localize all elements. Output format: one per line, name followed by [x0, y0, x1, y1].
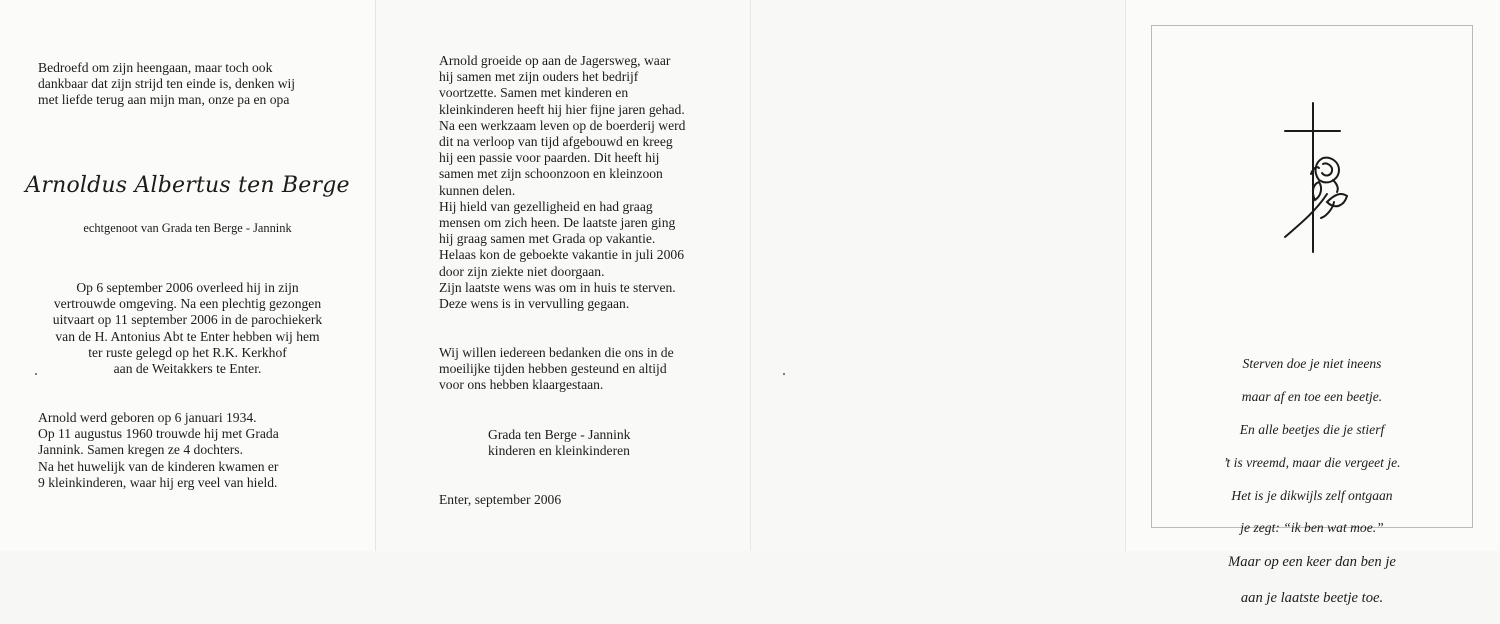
- card-panel-blank: [750, 0, 1125, 551]
- poem-line: ’t is vreemd, maar die vergeet je.: [1223, 454, 1401, 470]
- thank-you-text: Wij willen iedereen bedanken die ons in de moeilijke tijden hebben gesteund en altijd voor ons hebben klaargestaan.: [439, 345, 674, 393]
- place-date: Enter, september 2006: [439, 492, 562, 507]
- poem-line: maar af en toe een beetje.: [1241, 389, 1383, 405]
- intro-text: Bedroefd om zijn heengaan, maar toch ook dankbaar dat zijn strijd ten einde is, denken wij met liefde terug aan mijn man, onze pa en opa: [38, 60, 296, 108]
- poem-line: Sterven doe je niet ineens: [1242, 356, 1382, 372]
- poem-line: En alle beetjes die je stierf: [1239, 422, 1385, 438]
- family-signature: Grada ten Berge - Jannink kinderen en kleinkinderen: [488, 427, 631, 459]
- poem-line: aan je laatste beetje toe.: [1240, 589, 1384, 606]
- life-summary: Arnold werd geboren op 6 januari 1934. Op 11 augustus 1960 trouwde hij met Grada Jannink. Samen kregen ze 4 dochters. Na het huwelijk van de kinderen kwamen er 9 kleinkinderen, waar hij erg veel van hield.: [38, 410, 279, 490]
- poem-line: Maar op een keer dan ben je: [1228, 554, 1396, 571]
- spouse-line: echtgenoot van Grada ten Berge - Jannink: [83, 221, 292, 235]
- fold-line: [750, 0, 751, 551]
- fold-line: [1125, 0, 1126, 551]
- fold-line: [375, 0, 376, 551]
- poem: [1151, 340, 1473, 624]
- paper-speck: [783, 373, 785, 375]
- deceased-name: Arnoldus Albertus ten Berge: [25, 173, 350, 198]
- life-story: Arnold groeide op aan de Jagersweg, waar hij samen met zijn ouders het bedrijf voortzette. Samen met kinderen en kleinkinderen heeft hij hier fijne jaren gehad. Na een werkzaam leven op de boerderij werd dit na verloop van tijd afgebouwd en kreeg hij een passie voor paarden. Dit heeft hij samen met zijn schoonzoon en kleinzoon kunnen delen. Hij hield van gezelligheid en had graag mensen om zich heen. De laatste jaren ging hij graag samen met Grada op vakantie. Helaas kon de geboekte vakantie in juli 2006 door zijn ziekte niet doorgaan. Zijn laatste wens was om in huis te sterven. Deze wens is in vervulling gegaan.: [439, 53, 686, 312]
- cross-with-rose-icon: [1275, 100, 1355, 260]
- poem-line: je zegt: “ik ben wat moe.”: [1240, 520, 1384, 536]
- death-notice: Op 6 september 2006 overleed hij in zijn vertrouwde omgeving. Na een plechtig gezongen uitvaart op 11 september 2006 in de parochiekerk van de H. Antonius Abt te Enter hebben wij hem ter ruste gelegd op het R.K. Kerkhof aan de Weitakkers te Enter.: [52, 280, 323, 377]
- poem-line: Het is je dikwijls zelf ontgaan: [1231, 487, 1393, 503]
- paper-speck: [35, 373, 37, 375]
